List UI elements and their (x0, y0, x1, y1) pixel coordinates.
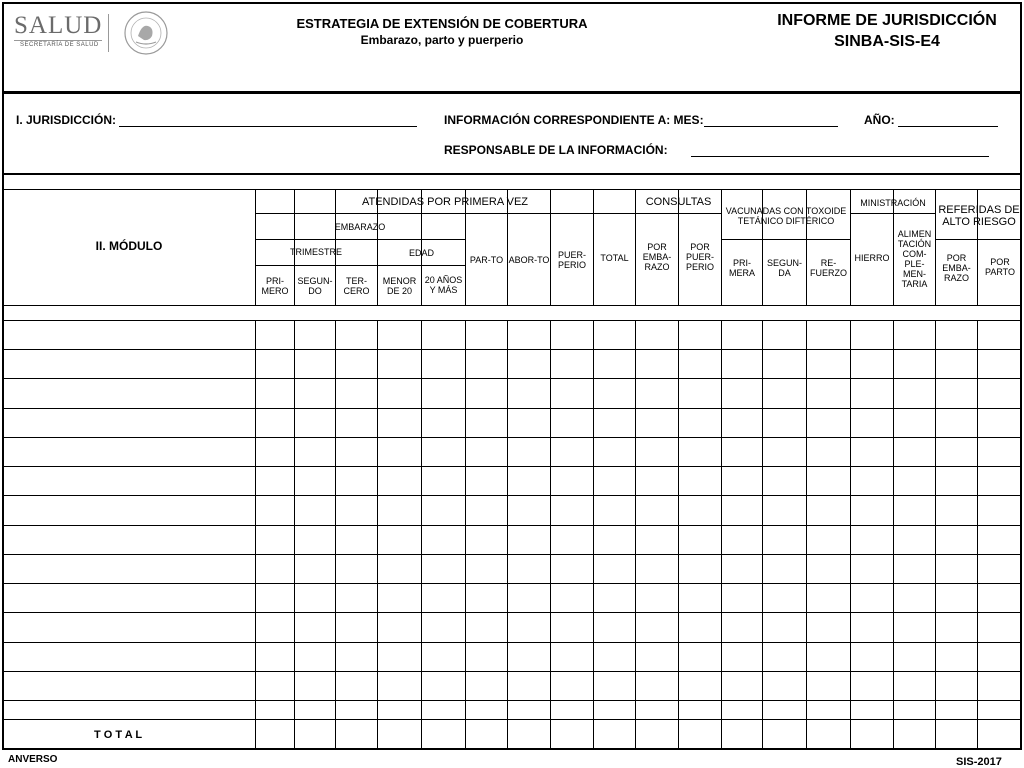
col-vacuna-primera: PRI-MERA (728, 258, 755, 278)
col-vacuna-segunda: SEGUN-DA (766, 258, 802, 278)
jurisdiccion-label: I. JURISDICCIÓN: (16, 113, 117, 127)
spacer-line (2, 320, 1022, 321)
vacunadas-header: VACUNADAS CON TOXOIDE TETÁNICO DIFTÉRICO (725, 206, 847, 226)
data-row-line (2, 554, 1022, 555)
data-row-line (2, 437, 1022, 438)
strategy-subtitle: Embarazo, parto y puerperio (360, 33, 524, 47)
col-segundo: SEGUN-DO (297, 276, 333, 296)
col-tercero: TER-CERO (343, 276, 370, 296)
mes-label: INFORMACIÓN CORRESPONDIENTE A: MES: (444, 113, 704, 127)
total-row-top (2, 719, 1022, 720)
col-puerperio: PUER-PERIO (557, 250, 586, 270)
data-column-line (850, 320, 851, 748)
data-column-line (550, 320, 551, 748)
data-column-line (507, 320, 508, 748)
trimestre-header: TRIMESTRE (289, 247, 342, 257)
data-column-line (893, 320, 894, 748)
data-row-line (2, 408, 1022, 409)
atendidas-underline (255, 213, 635, 214)
consultas-header: CONSULTAS (645, 195, 712, 208)
data-column-line (294, 320, 295, 748)
col-referida-parto: POR PARTO (984, 257, 1015, 277)
col-vacuna-refuerzo: RE-FUERZO (810, 258, 847, 278)
data-row-line (2, 466, 1022, 467)
footer-anverso: ANVERSO (8, 754, 58, 765)
col-aborto: ABOR-TO (508, 255, 550, 265)
data-row-line (2, 349, 1022, 350)
responsable-label: RESPONSABLE DE LA INFORMACIÓN: (444, 143, 668, 157)
report-name: INFORME DE JURISDICCIÓN (777, 12, 997, 29)
col-menor-20: MENOR DE 20 (382, 276, 417, 296)
data-column-line (977, 320, 978, 748)
col-referida-embarazo: POR EMBA-RAZO (942, 253, 971, 283)
consultas-underline (636, 213, 721, 214)
strategy-title: ESTRATEGIA DE EXTENSIÓN DE COBERTURA (296, 16, 588, 31)
atendidas-header: ATENDIDAS POR PRIMERA VEZ (361, 195, 529, 208)
data-column-line (465, 320, 466, 748)
table-top-line (2, 189, 1022, 190)
embarazo-header: EMBARAZO (334, 222, 386, 232)
col-consulta-puerperio: POR PUER-PERIO (685, 242, 714, 272)
col-consulta-embarazo: POR EMBA-RAZO (642, 242, 672, 272)
col-20-y-mas: 20 AÑOS Y MÁS (424, 275, 463, 295)
data-column-line (935, 320, 936, 748)
data-row-line (2, 642, 1022, 643)
anio-label: AÑO: (864, 113, 895, 127)
data-row-line (2, 525, 1022, 526)
col-alimentacion: ALIMEN TACIÓN COM-PLE-MEN-TARIA (897, 229, 932, 289)
referidas-underline (936, 239, 1022, 240)
data-row-line (2, 583, 1022, 584)
report-code: SINBA-SIS-E4 (834, 33, 940, 50)
data-column-line (721, 320, 722, 748)
data-column-line (635, 320, 636, 748)
data-column-line (762, 320, 763, 748)
salud-logo-text: SALUD (14, 12, 103, 39)
data-column-line (335, 320, 336, 748)
salud-logo-subtitle: SECRETARÍA DE SALUD (20, 42, 99, 48)
data-column-line (678, 320, 679, 748)
footer-code: SIS-2017 (956, 756, 1002, 768)
header-bottom-line (2, 305, 1022, 306)
ministracion-underline (851, 213, 935, 214)
data-column-line (255, 320, 256, 748)
data-column-line (806, 320, 807, 748)
data-row-line (2, 378, 1022, 379)
data-column-line (377, 320, 378, 748)
col-primero: PRI-MERO (261, 276, 289, 296)
data-column-line (593, 320, 594, 748)
modulo-header: II. MÓDULO (95, 238, 163, 253)
data-row-line (2, 612, 1022, 613)
col-total: TOTAL (600, 253, 629, 263)
col-parto: PAR-TO (469, 255, 504, 265)
data-row-line (2, 495, 1022, 496)
referidas-header: REFERIDAS DE ALTO RIESGO (938, 204, 1020, 228)
data-row-line (2, 671, 1022, 672)
total-row-bottom (2, 748, 1022, 750)
ministracion-header: MINISTRACIÓN (860, 198, 926, 208)
data-row-line (2, 700, 1022, 701)
edad-header: EDAD (408, 248, 434, 258)
data-column-line (421, 320, 422, 748)
vacunadas-underline (722, 239, 850, 240)
total-row-label: T O T A L (94, 728, 143, 741)
col-hierro: HIERRO (854, 253, 890, 263)
